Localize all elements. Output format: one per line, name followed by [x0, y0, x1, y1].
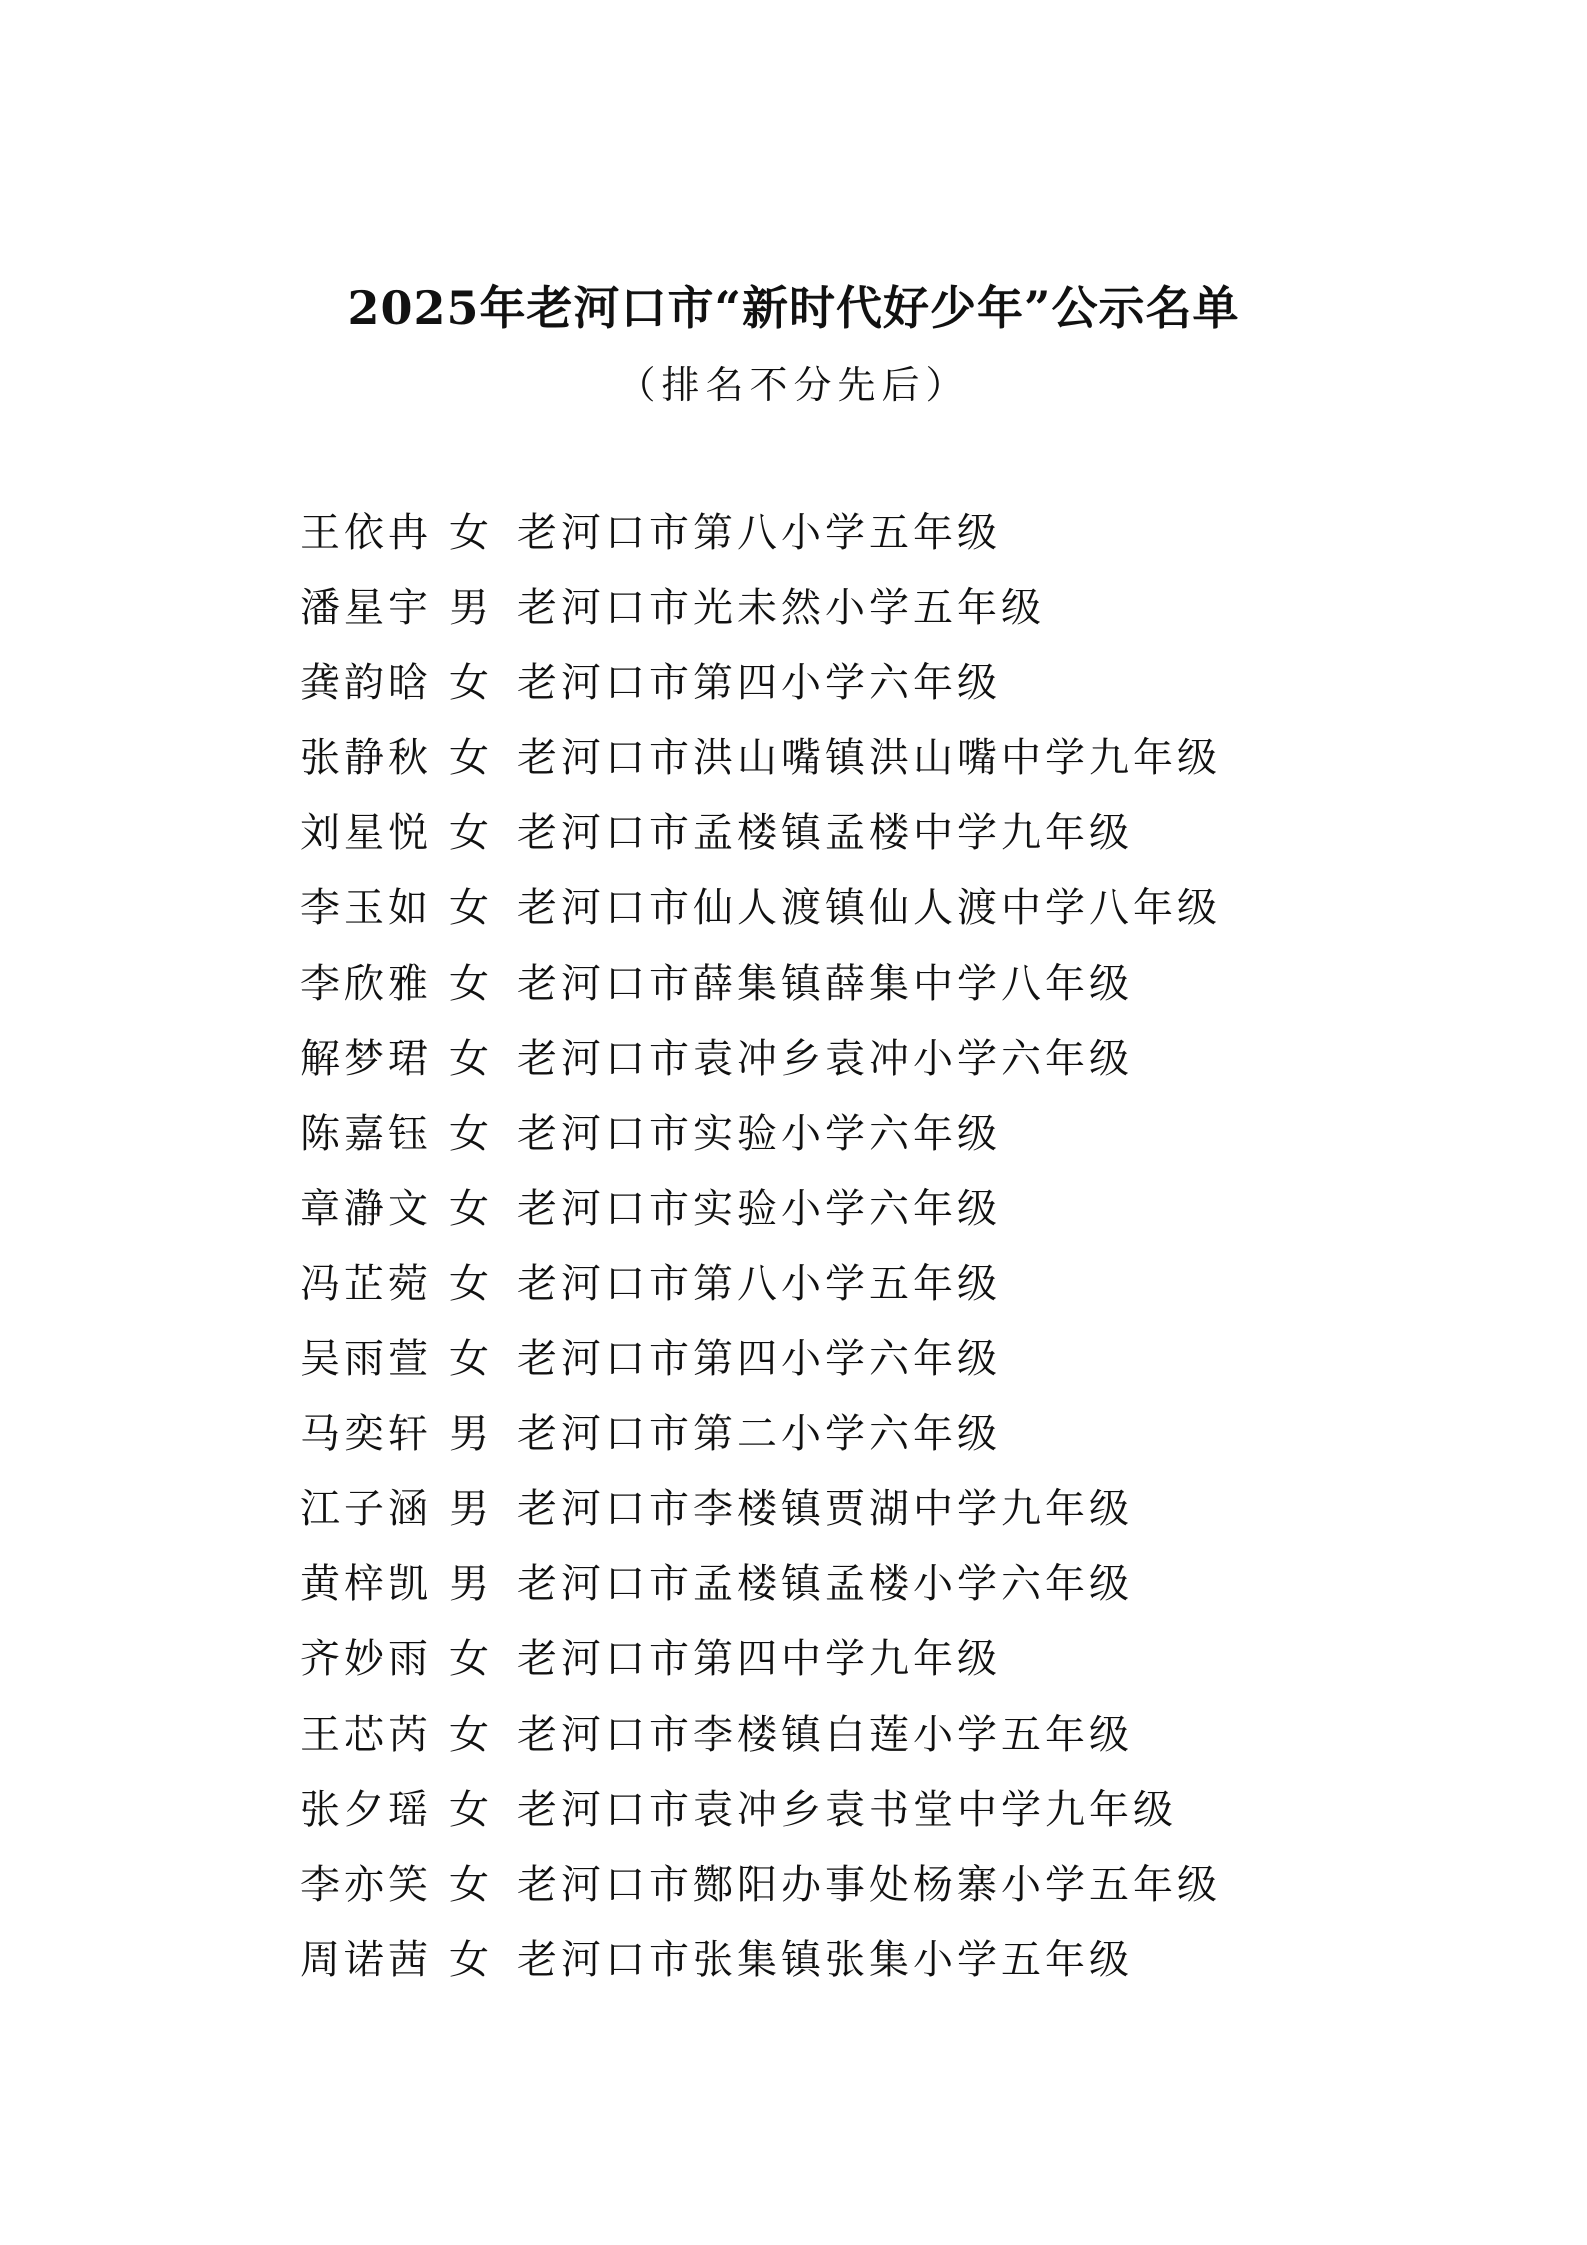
list-item	[300, 1709, 1400, 1784]
student-name: 李欣雅	[300, 960, 432, 1007]
name-list	[300, 507, 1400, 2009]
student-gender: 男	[449, 1561, 489, 1608]
student-name: 张静秋	[300, 735, 432, 782]
student-name: 周诺茜	[300, 1936, 432, 1983]
student-school: 老河口市第四小学六年级	[517, 1336, 1001, 1383]
student-school: 老河口市李楼镇贾湖中学九年级	[517, 1486, 1133, 1533]
student-name: 刘星悦	[300, 810, 432, 857]
list-item	[300, 1408, 1400, 1483]
student-school: 老河口市孟楼镇孟楼小学六年级	[517, 1561, 1133, 1608]
list-item	[300, 1258, 1400, 1333]
student-name: 齐妙雨	[300, 1636, 432, 1683]
student-name: 江子涵	[300, 1486, 432, 1533]
student-school: 老河口市实验小学六年级	[517, 1110, 1001, 1157]
student-gender: 女	[449, 810, 489, 857]
list-item	[300, 882, 1400, 957]
student-school: 老河口市第二小学六年级	[517, 1411, 1001, 1458]
list-item	[300, 582, 1400, 657]
student-gender: 女	[449, 1861, 489, 1908]
list-item	[300, 807, 1400, 882]
student-gender: 女	[449, 1711, 489, 1758]
student-school: 老河口市袁冲乡袁书堂中学九年级	[517, 1786, 1177, 1833]
student-school: 老河口市酂阳办事处杨寨小学五年级	[517, 1861, 1221, 1908]
list-item	[300, 1183, 1400, 1258]
list-item	[300, 1934, 1400, 2009]
student-school: 老河口市张集镇张集小学五年级	[517, 1936, 1133, 1983]
student-gender: 女	[449, 1336, 489, 1383]
list-item	[300, 1784, 1400, 1859]
student-school: 老河口市孟楼镇孟楼中学九年级	[517, 810, 1133, 857]
student-gender: 女	[449, 1786, 489, 1833]
student-gender: 女	[449, 960, 489, 1007]
student-gender: 男	[449, 585, 489, 632]
page-title: 2025年老河口市“新时代好少年”公示名单	[347, 281, 1240, 335]
student-gender: 女	[449, 1035, 489, 1082]
student-school: 老河口市实验小学六年级	[517, 1185, 1001, 1232]
student-gender: 女	[449, 735, 489, 782]
student-name: 王依冉	[300, 510, 432, 556]
list-item	[300, 1108, 1400, 1183]
student-name: 吴雨萱	[300, 1336, 432, 1383]
student-name: 潘星宇	[300, 585, 432, 632]
student-gender: 女	[449, 1110, 489, 1157]
student-name: 黄梓凯	[300, 1561, 432, 1608]
student-gender: 女	[449, 1185, 489, 1232]
list-item	[300, 1033, 1400, 1108]
student-gender: 男	[449, 1486, 489, 1533]
student-name: 章瀞文	[300, 1185, 432, 1232]
student-school: 老河口市薛集镇薛集中学八年级	[517, 960, 1133, 1007]
student-school: 老河口市仙人渡镇仙人渡中学八年级	[517, 885, 1221, 932]
student-name: 陈嘉钰	[300, 1110, 432, 1157]
student-school: 老河口市洪山嘴镇洪山嘴中学九年级	[517, 735, 1221, 782]
student-name: 解梦珺	[300, 1035, 432, 1082]
list-item	[300, 1483, 1400, 1558]
list-item	[300, 732, 1400, 807]
student-school: 老河口市袁冲乡袁冲小学六年级	[517, 1035, 1133, 1082]
student-school: 老河口市第四小学六年级	[517, 660, 1001, 707]
student-gender: 女	[449, 1936, 489, 1983]
student-gender: 女	[449, 1636, 489, 1683]
student-school: 老河口市第四中学九年级	[517, 1636, 1001, 1683]
student-name: 王芯芮	[300, 1711, 432, 1758]
student-name: 冯芷菀	[300, 1260, 432, 1307]
student-school: 老河口市第八小学五年级	[517, 1260, 1001, 1307]
student-name: 龚韵晗	[300, 660, 432, 707]
student-school: 老河口市光未然小学五年级	[517, 585, 1045, 632]
student-school: 老河口市李楼镇白莲小学五年级	[517, 1711, 1133, 1758]
student-gender: 女	[449, 885, 489, 932]
list-item	[300, 1333, 1400, 1408]
student-name: 李亦笑	[300, 1861, 432, 1908]
list-item	[300, 1859, 1400, 1934]
student-gender: 女	[449, 510, 489, 556]
page-subtitle: （排名不分先后）	[617, 363, 970, 407]
list-item	[300, 1558, 1400, 1633]
student-gender: 女	[449, 1260, 489, 1307]
list-item	[300, 657, 1400, 732]
student-gender: 女	[449, 660, 489, 707]
list-item	[300, 958, 1400, 1033]
student-school: 老河口市第八小学五年级	[517, 510, 1001, 556]
student-name: 李玉如	[300, 885, 432, 932]
list-item	[300, 1633, 1400, 1708]
student-name: 马奕轩	[300, 1411, 432, 1458]
list-item	[300, 507, 1400, 582]
student-gender: 男	[449, 1411, 489, 1458]
student-name: 张夕瑶	[300, 1786, 432, 1833]
